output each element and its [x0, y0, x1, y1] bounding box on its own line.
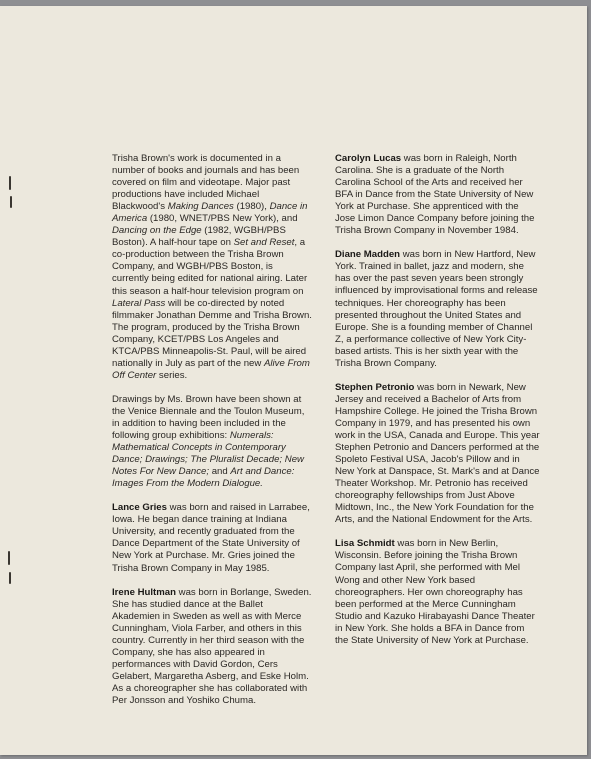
bio-irene-hultman: Irene Hultman was born in Borlange, Sweden. She has studied dance at the Ballet Akademien in Sweden as well as with Merce Cunningham, Viola Farber, and others in this country. Currently in her third season with the Company, she has also appeared in performances with David Gordon, Cers Gelabert, Margaretha Asberg, and Eske Holm. As a choreographer she has collaborated with Per Jonsson and Yoshiko Chuma.: [112, 586, 312, 706]
bio-lance-gries: Lance Gries was born and raised in Larrabee, Iowa. He began dance training at Indiana University, and recently graduated from the Dance Department of the State University of New York at Purchase. Mr. Gries joined the Trisha Brown Company in May 1985.: [112, 502, 310, 574]
bio-carolyn-lucas: Carolyn Lucas was born in Raleigh, North Carolina. She is a graduate of the North Carolina School of the Arts and received her BFA in Dance from the State University of New York at Purchase. She apprenticed with the Jose Limon Dance Company before joining the Trisha Brown Company in November 1984.: [335, 153, 535, 237]
drawings-paragraph: Drawings by Ms. Brown have been shown at the Venice Biennale and the Toulon Museum, in addition to having been included in the following group exhibitions: Numerals: Mathematical Concepts in Contemporary Dance; Drawings; The Pluralist Decade; New Notes For New Dance; and Art and Dance: Images From the Modern Dialogue.: [112, 393, 305, 490]
binding-mark: [10, 196, 12, 208]
left-column: [112, 153, 312, 719]
documentation-paragraph: Trisha Brown's work is documented in a number of books and journals and has been covered on film and videotape. Major past productions have included Michael Blackwood's Making Dances (1980), Dance in America (1980, WNET/PBS New York), and Dancing on the Edge (1982, WGBH/PBS Boston). A half-hour tape on Set and Reset, a co-production between the Trisha Brown Company, and WGBH/PBS Boston, is currently being edited for national airing. Later this season a half-hour television program on Lateral Pass will be co-directed by noted filmmaker Jonathan Demme and Trisha Brown. The program, produced by the Trisha Brown Company, KCET/PBS Los Angeles and KTCA/PBS Minneapolis-St. Paul, will be aired nationally in July as part of the new Alive From Off Center series.: [112, 153, 312, 381]
binding-mark: [9, 572, 11, 584]
dancer-name: Irene Hultman: [112, 586, 176, 598]
dancer-name: Stephen Petronio: [335, 381, 415, 393]
document-page: [0, 6, 587, 755]
dancer-name: Lisa Schmidt: [335, 538, 395, 550]
right-column: [335, 153, 540, 659]
bio-stephen-petronio: Stephen Petronio was born in Newark, New Jersey and received a Bachelor of Arts from Hampshire College. He joined the Trisha Brown Company in 1979, and has presented his own work in the USA, Canada and Europe. This year Stephen Petronio and Dancers performed at the Spoleto Festival USA, Jacob's Pillow and in New York at Danspace, St. Mark's and at Dance Theater Workshop. Mr. Petronio has received choreography fellowships from Just Above Midtown, Inc., the New York Foundation for the Arts, and the National Endowment for the Arts.: [335, 381, 540, 526]
binding-mark: [9, 176, 11, 190]
bio-lisa-schmidt: Lisa Schmidt was born in New Berlin, Wisconsin. Before joining the Trisha Brown Company last April, she performed with Mel Wong and other New York based choreographers. Her own choreography has been performed at the Merce Cunningham Studio and Kazuko Hirabayashi Dance Theater in New York. She holds a BFA in Dance from the State University of New York at Purchase.: [335, 538, 535, 646]
dancer-name: Diane Madden: [335, 249, 401, 261]
binding-mark: [8, 551, 10, 565]
dancer-name: Carolyn Lucas: [335, 153, 402, 164]
bio-diane-madden: Diane Madden was born in New Hartford, New York. Trained in ballet, jazz and modern, she has over the past seven years been strongly influenced by improvisational forms and release techniques. Her choreography has been presented throughout the United States and Europe. She is a founding member of Channel Z, a performance collective of New York City-based artists. This is her sixth year with the Trisha Brown Company.: [335, 249, 538, 369]
dancer-name: Lance Gries: [112, 502, 167, 514]
